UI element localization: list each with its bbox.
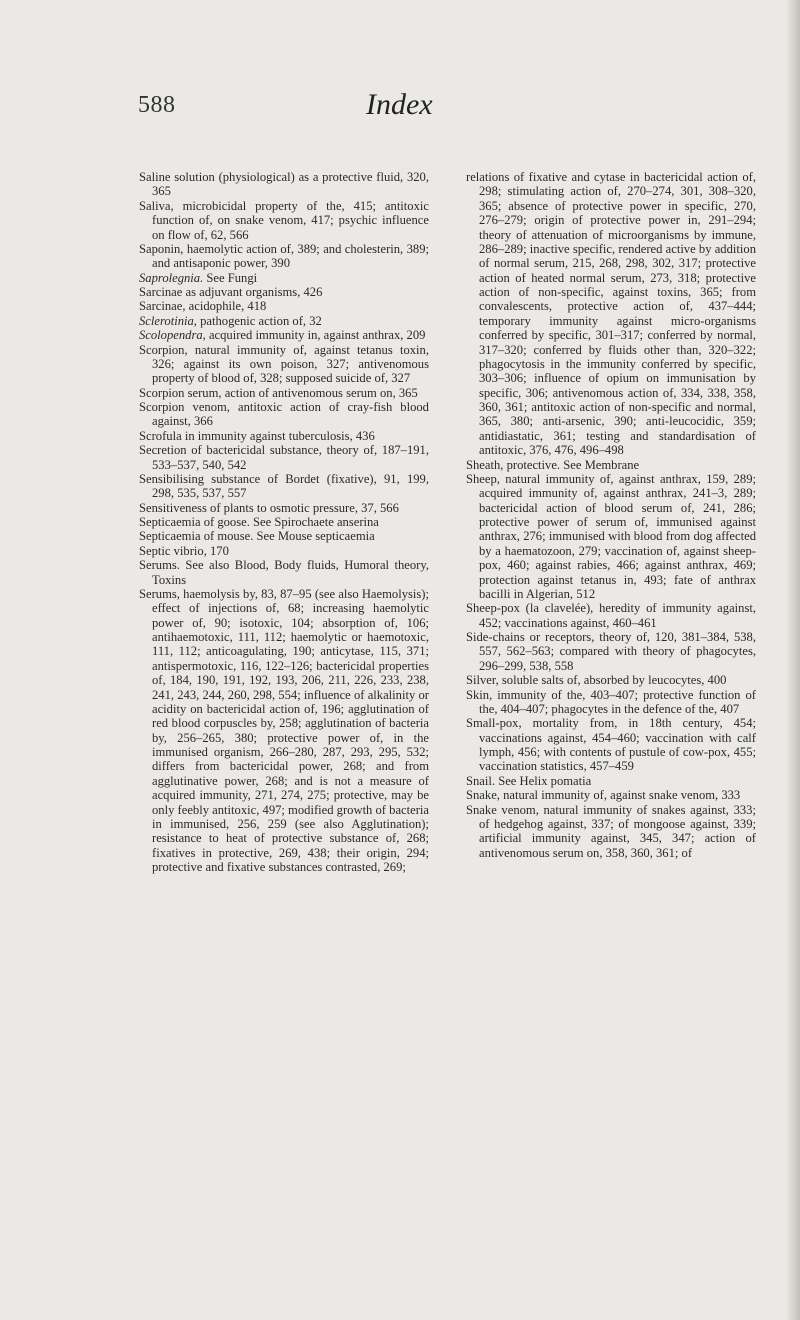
page-number: 588 (138, 92, 176, 118)
index-entry-references: of Bordet (fixative), 91, 199, 298, 535, 537, 557 (152, 471, 430, 501)
index-entry-term: Sheep, (466, 471, 500, 486)
index-entry (139, 314, 429, 328)
index-entry-term: Scorpion venom, (139, 400, 230, 414)
index-entry (139, 328, 429, 342)
index-entry-references: in immunity against tuberculosis, 436 (181, 428, 375, 443)
index-entry-term: Saliva, (139, 198, 174, 213)
index-entry-term: Saprolegnia. (139, 270, 204, 285)
index-entry-references: natural immunity of, against snake venom, 333 (499, 788, 741, 803)
index-entry-term: Sheath, (466, 457, 504, 472)
index-entry-term: Sclerotinia, (139, 313, 197, 328)
index-entry-references: as a protective fluid, 320, 365 (152, 170, 429, 199)
index-entry-references: natural immunity of snakes against, 333; of hedgehog against, 337; of mongoose against, 339; artificial immunity against, 345, 347; action of antivenomous serum on, 358, 360, 361; of (479, 802, 756, 860)
index-entry-references: acquired immunity in, against anthrax, 209 (205, 328, 426, 343)
index-entry-term: Scolopendra, (139, 328, 206, 343)
index-entry (466, 472, 756, 601)
index-entry-term: Secretion (139, 443, 187, 458)
index-entry-term: Skin, (466, 687, 493, 702)
index-entry (139, 400, 429, 429)
index-column-left (139, 170, 429, 874)
index-entry-term: Snail. (466, 773, 496, 788)
index-entry (466, 673, 756, 687)
index-entry-references: antitoxic action of cray-fish blood against, 366 (152, 400, 429, 429)
index-entry (139, 199, 429, 242)
index-entry-references: mortality from, in 18th century, 454; vaccinations against, 454–460; vaccination with calf lymph, 456; with contents of pustule of cow-pox, 455; vaccination statistics, 457–459 (479, 716, 756, 774)
index-entry-term: Septic vibrio, (139, 543, 207, 558)
index-entry (139, 558, 429, 587)
index-entry-references: natural immunity of, against tetanus toxin, 326; against its own poison, 327; antivenomous property of blood of, 328; supposed suicide of, 327 (152, 342, 429, 386)
index-entry-term: Scrofula (139, 428, 182, 443)
index-entry (139, 443, 429, 472)
index-column-right (466, 170, 756, 860)
index-entry-references: of goose. See Spirochaete anserina (200, 515, 379, 529)
index-entry (139, 170, 429, 199)
running-head: Index (366, 88, 433, 121)
index-entry-references: or receptors, theory of, 120, 381–384, 538, 557, 562–563; compared with theory of phagocytes, 296–299, 538, 558 (479, 630, 756, 673)
index-entry-term: Scorpion, (139, 342, 188, 357)
index-entry (466, 170, 756, 458)
index-entry-references: soluble salts of, absorbed by leucocytes, 400 (498, 673, 727, 688)
index-entry (466, 803, 756, 861)
index-entry-references: See Fungi (203, 270, 258, 285)
index-entry-term: Septicaemia (139, 529, 201, 544)
index-entry-term: Sensibilising substance (139, 471, 261, 486)
index-entry (139, 472, 429, 501)
index-entry-references: acidophile, 418 (185, 299, 267, 314)
index-entry-references: of mouse. See Mouse septicaemia (200, 529, 375, 544)
index-entry-references: immunity of the, 403–407; protective function of the, 404–407; phagocytes in the defence of the, 407 (479, 687, 756, 716)
index-entry-references: of bactericidal substance, theory of, 187–191, 533–537, 540, 542 (152, 443, 429, 472)
index-entry (139, 544, 429, 558)
index-entry-term: Small-pox, (466, 716, 522, 731)
index-entry (139, 242, 429, 271)
index-entry-references: protective. See Membrane (503, 457, 640, 472)
index-entry (139, 285, 429, 299)
index-entry (466, 716, 756, 774)
index-entry-references: microbicidal property of the, 415; antitoxic function of, on snake venom, 417; psychic influence on flow of, 62, 566 (152, 198, 429, 242)
index-entry-references: See also Blood, Body fluids, Humoral theory, Toxins (152, 558, 429, 587)
index-entry (139, 529, 429, 543)
index-entry-term: Sheep-pox (466, 601, 520, 616)
index-entry-term: Sensitiveness (139, 500, 207, 515)
index-entry-references: 170 (206, 543, 229, 558)
index-entry (139, 429, 429, 443)
index-entry (139, 271, 429, 285)
index-entry-references: See Helix pomatia (495, 773, 592, 788)
index-entry-references: haemolytic action of, 389; and cholesterin, 389; and antisaponic power, 390 (152, 241, 429, 271)
index-entry (139, 343, 429, 386)
index-entry-term: Scorpion serum, (139, 385, 222, 400)
index-entry (466, 458, 756, 472)
index-entry (139, 299, 429, 313)
index-entry (466, 788, 756, 802)
index-entry-references: of plants to osmotic pressure, 37, 566 (206, 500, 399, 515)
index-entry-references: relations of fixative and cytase in bactericidal action of, 298; stimulating action of, 270–274, 301, 308–320, 365; absence of protective power in specific, 270, 276–279; origin of protective power in, 291–294; theory of attenuation of microorganisms by immune, 286–289; inactive specific, rendered active by addition of normal serum, 215, 268, 298, 302, 317; protective action of heated normal serum, 273, 318; protective action of non-specific, against toxins, 365; from convalescents, protective action of, 437–444; temporary immunity against micro-organisms conferred by specific, 301–317; conferred by normal, 317–320; conferred by fluids other than, 320–322; phagocytosis in the immunity conferred by specific, 303–306; influence of opium on immunisation by specific, 306; antivenomous action of, 334, 338, 358, 360, 361; antitoxic action of non-specific and normal, 365, 380; anti-arsenic, 390; anti-leucocidic, 359; antidiastatic, 361; testing and standardisation of antitoxic, 376, 476, 496–498 (466, 170, 756, 458)
index-entry-references: haemolysis by, 83, 87–95 (see also Haemolysis); effect of injections of, 68; increasing haemolytic power of, 90; isotoxic, 104; absorption of, 106; antihaemotoxic, 111, 112; haemolytic or haemotoxic, 111, 112; anticoagulating, 190; anticytase, 115, 371; antispermotoxic, 116, 122–126; bactericidal properties of, 184, 190, 191, 192, 193, 206, 211, 226, 233, 238, 241, 243, 244, 260, 298, 554; influence of alkalinity or acidity on bactericidal action of, 196; agglutination of red blood corpuscles by, 258; agglutination of bacteria by, 256–265, 380; protective power of, in the immunised organism, 266–280, 287, 293, 295, 532; differs from bactericidal power, 268; and from agglutinative power, 268; and is not a measure of acquired immunity, 271, 274, 275; protective, may be only feebly antitoxic, 497; modified growth of bacteria in immunised, 256, 259 (see also Agglutination); resistance to heat of protective substance of, 268; fixatives in protective, 269, 438; their origin, 294; protective and fixative substances contrasted, 269; (152, 586, 429, 874)
index-entry-term: Sarcinae (139, 285, 183, 299)
page-edge-shadow (786, 0, 800, 1320)
index-entry-references: (la clavelée), heredity of immunity against, 452; vaccinations against, 460–461 (479, 601, 756, 630)
index-entry-term: Silver, (466, 673, 499, 688)
index-entry-term: Serums. (139, 558, 180, 573)
index-entry-references: pathogenic action of, 32 (196, 313, 322, 328)
page-header (138, 88, 738, 132)
index-entry-term: Snake, (466, 788, 500, 803)
index-entry (139, 587, 429, 875)
index-entry-references: natural immunity of, against anthrax, 159, 289; acquired immunity of, against anthrax, 241–3, 289; bactericidal action of blood serum of, 241, 286; protective power of serum of, immunised against anthrax, 276; immunised with blood from dog affected by a haematozoon, 279; vaccination of, against sheep-pox, 460; against rabies, 466; against anthrax, 469; protection against tetanus in, 493; fate of anthrax bacilli in Algerian, 512 (479, 471, 756, 601)
index-entry-term: Saponin, (139, 241, 184, 256)
index-entry (466, 601, 756, 630)
index-entry (466, 630, 756, 673)
index-entry (466, 774, 756, 788)
index-entry-references: action of antivenomous serum on, 365 (221, 385, 418, 400)
index-entry (466, 688, 756, 717)
index-entry (139, 501, 429, 515)
index-entry-term: Sarcinae, (139, 299, 186, 314)
index-entry-term: Serums, (139, 586, 180, 601)
index-entry-term: Side-chains (466, 630, 525, 644)
index-entry-term: Septicaemia (139, 515, 201, 529)
index-entry-term: Saline solution (physiological) (139, 170, 295, 184)
index-entry-references: as adjuvant organisms, 426 (182, 285, 323, 299)
index-entry (139, 515, 429, 529)
index-entry-term: Snake venom, (466, 802, 539, 817)
index-entry (139, 386, 429, 400)
